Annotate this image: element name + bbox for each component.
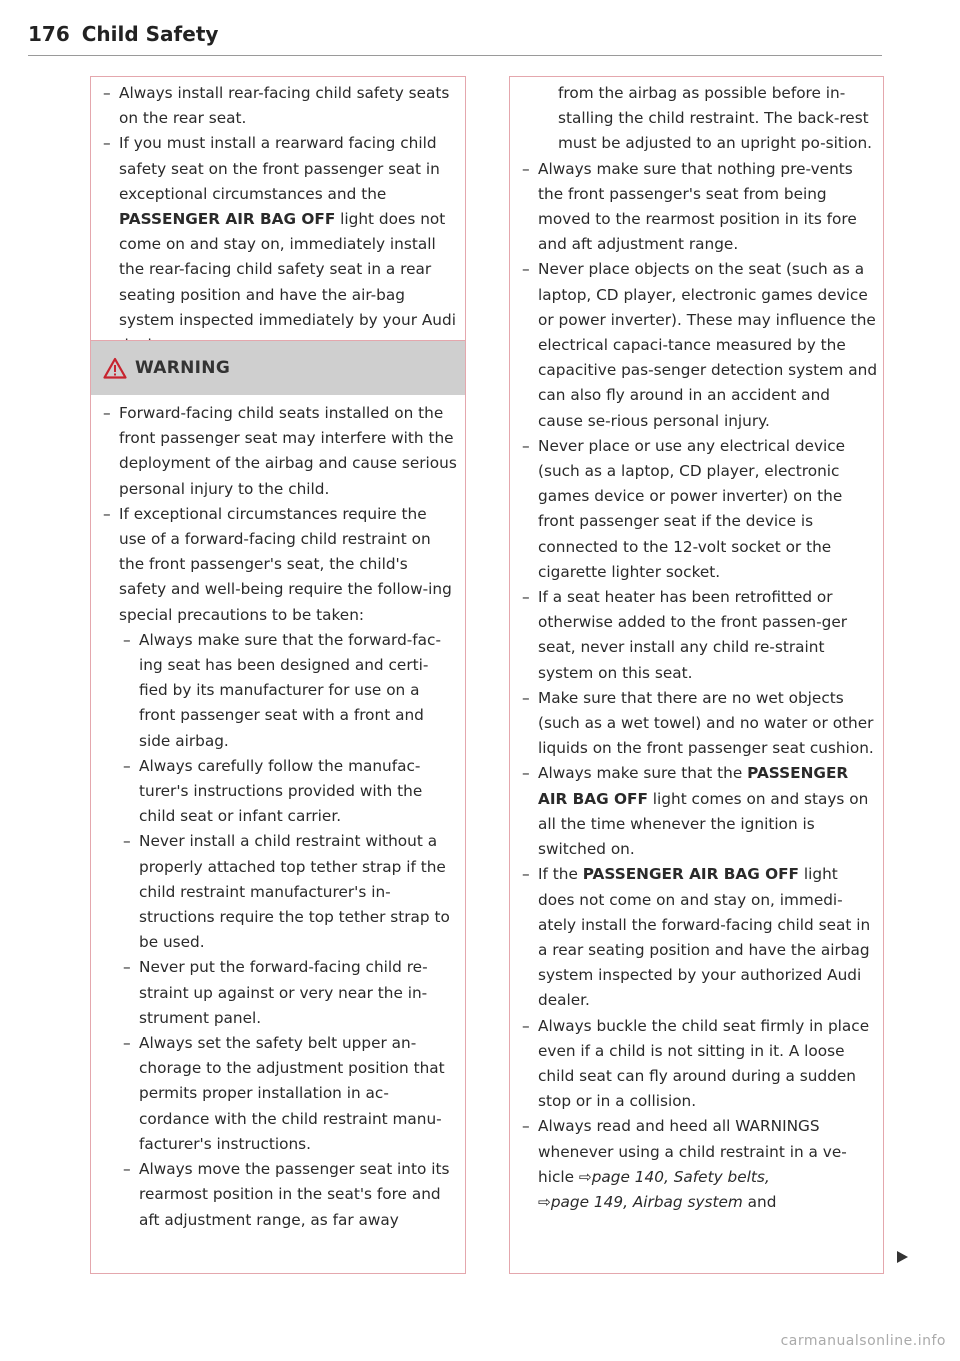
continuation-paragraph: from the airbag as possible before in-stalling the child restraint. The back-rest must be adjusted to an upright po-sition.	[558, 84, 873, 153]
note-text	[99, 81, 457, 358]
warning-header	[91, 341, 465, 395]
section-title: Child Safety	[81, 22, 219, 46]
sub-list-item: – Always carefully follow the manufac-turer's instructions provided with the child seat or infant carrier.	[99, 754, 457, 830]
sub-list-item: – Never install a child restraint without a properly attached top tether strap if the child restraint manufacturer's in-structions require the top tether strap to be used.	[99, 829, 457, 955]
bold-term: PASSENGER AIR BAG OFF	[582, 865, 800, 884]
watermark: carmanualsonline.info	[780, 1333, 946, 1349]
list-item: – Never place objects on the seat (such as a laptop, CD player, electronic games device or power inverter). These may influence the electrical capaci-tance measured by the capacitive pas-senger detection system and can also fly around in an accident and cause se-rious personal injury.	[518, 257, 879, 433]
list-item: – Always make sure that nothing pre-vents the front passenger's seat from being moved to the rearmost position in its fore and aft adjustment range.	[518, 157, 879, 258]
list-item: – If you must install a rearward facing child safety seat on the front passenger seat in exceptional circumstances and the PASSENGER AIR BAG OFF light does not come on and stay on, immediately install the rear-facing child safety seat in a rear seating position and have the air-bag system inspected immediately by your Audi	[99, 131, 457, 358]
list-item: – If exceptional circumstances require the use of a forward-facing child restraint on the front passenger's seat, the child's safety and well-being require the follow-ing special precautions to be taken:	[99, 502, 457, 628]
note-box	[90, 76, 466, 360]
list-item: – Always read and heed all WARNINGS whenever using a child restraint in a ve-hicle ⇨page 140, Safety belts, ⇨page 149, Airbag system and	[518, 1114, 879, 1215]
sub-list-item: – Always set the safety belt upper an-chorage to the adjustment position that permits proper installation in ac-cordance with the child restraint manu-facturer's instructions.	[99, 1031, 457, 1157]
warning-text	[99, 401, 457, 1233]
page-header	[28, 22, 218, 46]
list-item: – Always make sure that the PASSENGER AIR BAG OFF light comes on and stays on all the time whenever the ignition is switched on.	[518, 761, 879, 862]
list-item: – Always buckle the child seat firmly in place even if a child is not sitting in it. A loose child seat can fly around during a sudden stop or in a collision.	[518, 1014, 879, 1115]
page-number: 176	[28, 22, 70, 46]
warning-continuation-box	[509, 76, 884, 1274]
header-rule	[28, 55, 882, 56]
list-item: – Never place or use any electrical device (such as a laptop, CD player, electronic games device or power inverter) on the front passenger seat if the device is connected to the 12-volt socket or the cigarette lighter socket.	[518, 434, 879, 585]
continued-arrow-icon	[893, 1248, 911, 1266]
cross-ref-safety-belts-link[interactable]: page 140, Safety belts,	[591, 1167, 770, 1186]
bold-term: PASSENGER AIR BAG OFF	[119, 210, 336, 229]
list-item: – Forward-facing child seats installed on the front passenger seat may interfere with the deployment of the airbag and cause serious personal injury to the child.	[99, 401, 457, 502]
sub-list-item: – Never put the forward-facing child re-straint up against or very near the in-strument panel.	[99, 955, 457, 1031]
warning-title: WARNING	[135, 358, 231, 378]
cross-ref-arrow-icon: ⇨	[578, 1167, 592, 1186]
list-item: – If the PASSENGER AIR BAG OFF light does not come on and stay on, immedi-ately install the forward-facing child seat in a rear seating position and have the airbag system inspected by your authorized Audi dealer.	[518, 862, 879, 1013]
list-item: – Make sure that there are no wet objects (such as a wet towel) and no water or other liquids on the front passenger seat cushion.	[518, 686, 879, 762]
list-item: – If a seat heater has been retrofitted or otherwise added to the front passen-ger seat, never install any child re-straint system on this seat.	[518, 585, 879, 686]
sub-list-item: – Always move the passenger seat into its rearmost position in the seat's fore and aft adjustment range, as far away	[99, 1157, 457, 1233]
cross-ref-airbag-system-link[interactable]: page 149, Airbag system	[550, 1192, 743, 1211]
bold-term: PASSENGER AIR BAG OFF	[538, 764, 849, 808]
warning-triangle-icon	[103, 357, 127, 379]
warning-box	[90, 340, 466, 1274]
cross-ref-arrow-icon: ⇨	[538, 1192, 551, 1211]
list-item: – Always install rear-facing child safety seats on the rear seat.	[99, 81, 457, 131]
sub-list-item: – Always make sure that the forward-fac-ing seat has been designed and certi-fied by its manufacturer for use on a front passenger seat with a front and side airbag.	[99, 628, 457, 754]
continuation-text	[518, 81, 879, 1215]
